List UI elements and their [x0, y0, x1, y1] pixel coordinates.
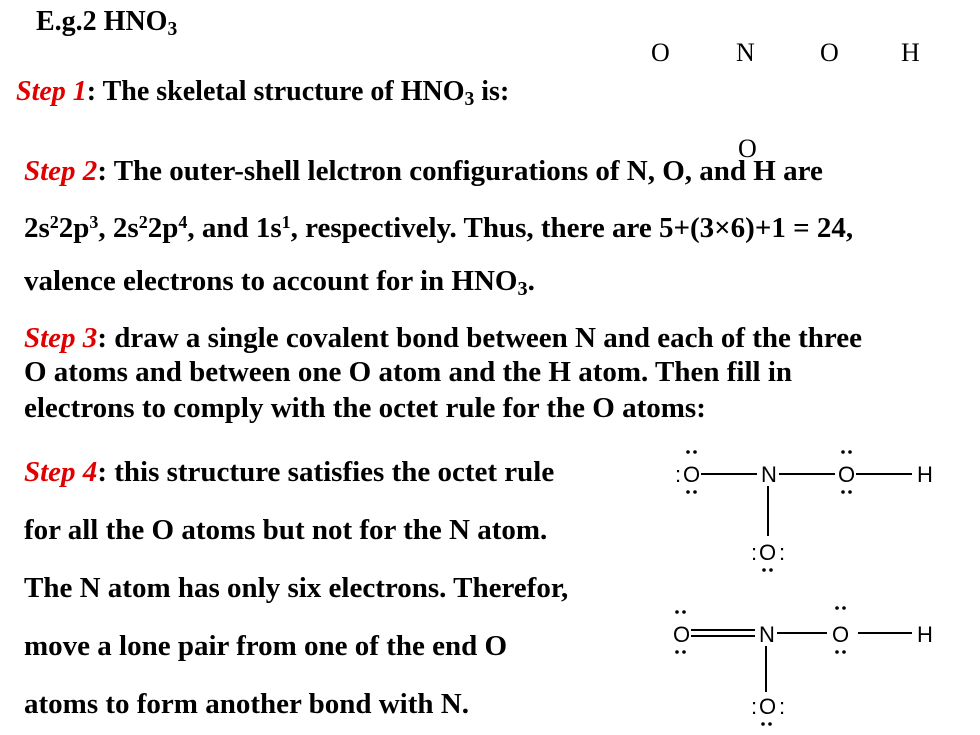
lewis-structure-2	[655, 596, 955, 735]
step2-l2-e: , and 1s	[187, 212, 282, 244]
lewis1-lone-pair-o3-right: :	[779, 540, 786, 565]
skeleton-atom-o3: O	[738, 134, 757, 163]
step2-l2-sup2: 3	[89, 212, 99, 233]
lewis2-lone-pair-o3-right: :	[779, 694, 786, 719]
step1-label: Step 1	[16, 76, 87, 107]
step3-line2: O atoms and between one O atom and the H atom. Then fill in	[24, 356, 793, 388]
example-title-sub: 3	[167, 18, 178, 40]
lewis2-atom-o2: O	[832, 622, 850, 647]
step2-label: Step 2	[24, 155, 98, 187]
step4-line1-text: : this structure satisfies the octet rule	[97, 456, 555, 488]
step4-label: Step 4	[24, 456, 98, 488]
lewis1-lone-pair-o1-left: :	[675, 462, 682, 487]
skeleton-atom-o1: O	[651, 38, 670, 67]
lewis2-atom-o3: O	[759, 694, 777, 719]
step4-line2: for all the O atoms but not for the N atom.	[24, 514, 548, 546]
example-title-text: E.g.2 HNO	[36, 6, 168, 37]
step4-line1	[24, 456, 554, 489]
step2-line2	[24, 212, 853, 245]
step2-l2-c: , 2s	[98, 212, 139, 244]
step2-l2-d: 2p	[147, 212, 179, 244]
step2-l2-sup5: 1	[281, 212, 291, 233]
step2-l2-f: , respectively. Thus, there are 5+(3×6)+1 = 24,	[290, 212, 854, 244]
step1-line	[16, 76, 509, 108]
lewis1-atom-n: N	[761, 462, 777, 487]
step4-line3: The N atom has only six electrons. Therefor,	[24, 572, 569, 604]
step3-label: Step 3	[24, 322, 98, 354]
lewis2-lone-pair-o3-left: :	[751, 694, 758, 719]
step3-line3: electrons to comply with the octet rule for the O atoms:	[24, 392, 706, 424]
step4-line5: atoms to form another bond with N.	[24, 688, 469, 720]
step2-l2-sup1: 2	[49, 212, 59, 233]
step2-l3-a: valence electrons to account for in HNO	[24, 265, 518, 297]
step2-l2-sup4: 4	[178, 212, 188, 233]
step2-l2-a: 2s	[24, 212, 50, 244]
step4-line4: move a lone pair from one of the end O	[24, 630, 508, 662]
lewis1-atom-o3: O	[759, 540, 777, 565]
lewis-structure-1	[655, 440, 955, 590]
lewis2-atom-o1: O	[673, 622, 691, 647]
lewis1-atom-o2: O	[838, 462, 856, 487]
step2-line3	[24, 265, 535, 301]
step3-line1	[24, 322, 862, 355]
skeleton-atom-h: H	[901, 38, 920, 67]
lewis1-atom-h: H	[917, 462, 933, 487]
step2-l2-b: 2p	[58, 212, 90, 244]
step1-sub: 3	[464, 88, 475, 110]
skeleton-atom-o2: O	[820, 38, 839, 67]
step2-line1	[24, 155, 823, 188]
skeleton-atom-n: N	[736, 38, 755, 67]
step2-l2-sup3: 2	[138, 212, 148, 233]
lewis1-atom-o1: O	[683, 462, 701, 487]
step2-line1-text: : The outer-shell lelctron configurations of N, O, and H are	[97, 155, 823, 187]
step2-l3-sub: 3	[517, 278, 528, 301]
step1-text: : The skeletal structure of HNO	[86, 76, 465, 107]
step3-line1-text: : draw a single covalent bond between N and each of the three	[97, 322, 863, 354]
example-title	[36, 6, 177, 38]
step1-text-end: is:	[474, 76, 510, 107]
lewis2-atom-h: H	[917, 622, 933, 647]
step2-l3-b: .	[527, 265, 535, 297]
lewis1-lone-pair-o3-left: :	[751, 540, 758, 565]
lewis2-atom-n: N	[759, 622, 775, 647]
